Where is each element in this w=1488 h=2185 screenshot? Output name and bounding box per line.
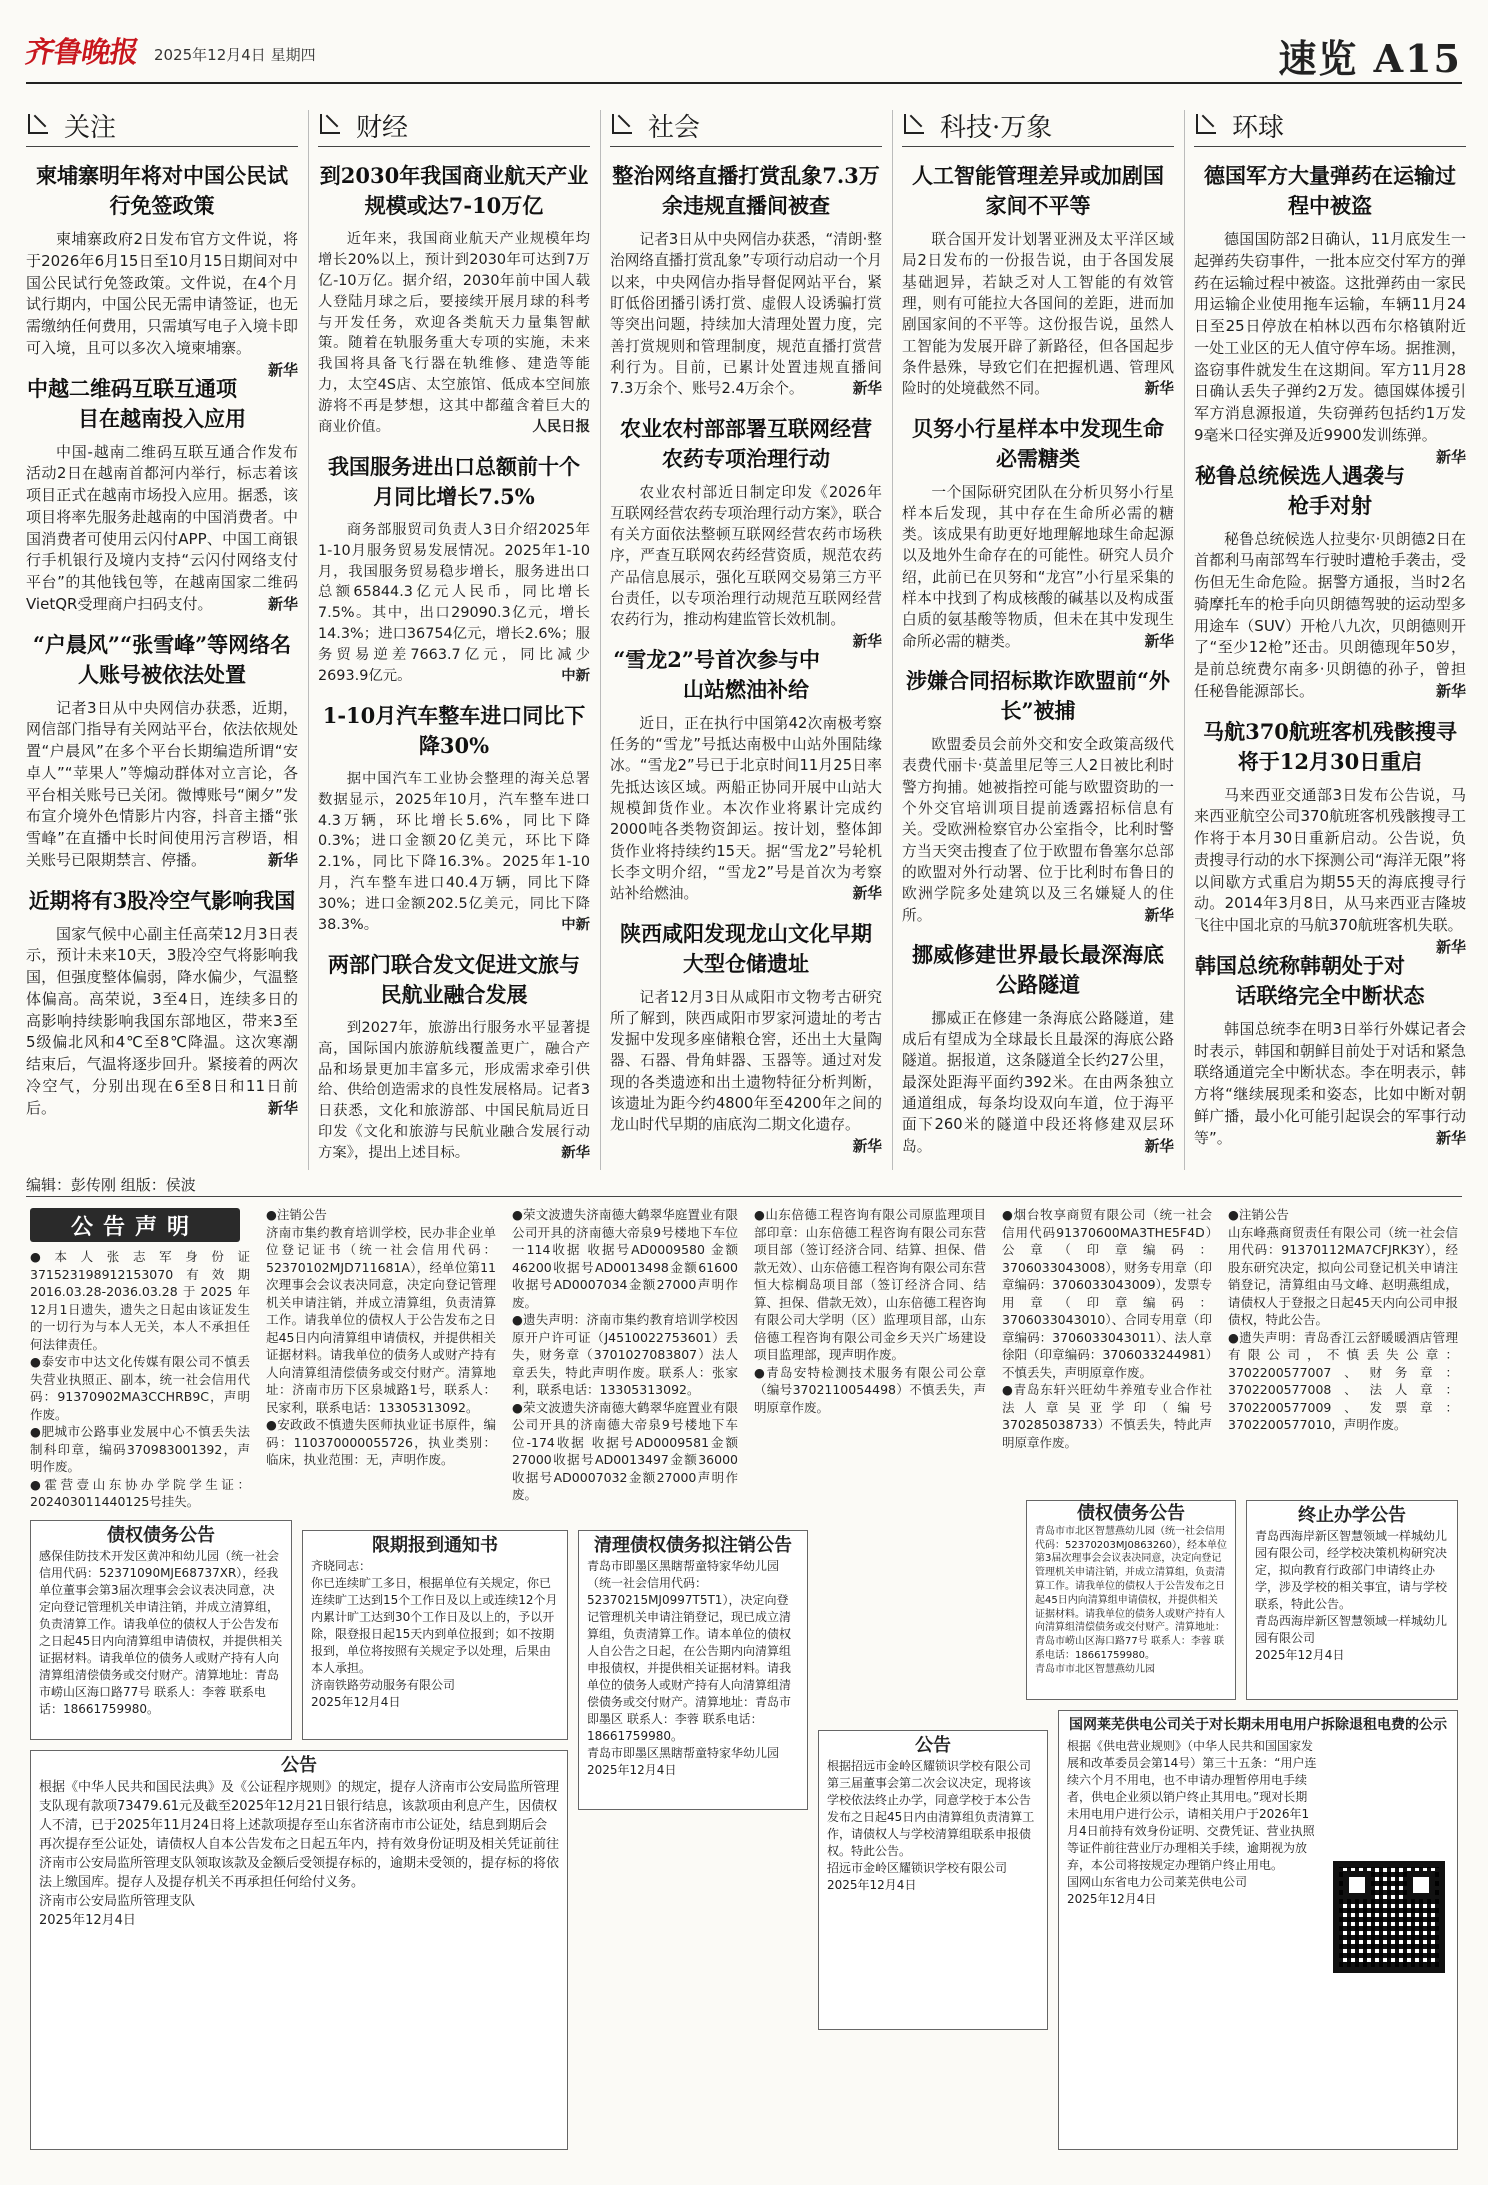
article-source: 新华: [1435, 937, 1466, 956]
article-text: 中国-越南二维码互联互通合作发布活动2日在越南首都河内举行，标志着该项目正式在越南市场投入应用。据悉，该项目将率先服务赴越南的中国消费者。中国消费者可使用云闪付APP、中国工商银行手机银行及境内支持“云闪付网络支付平台”的其他钱包等，在越南国家二维码VietQR受理商户扫码支付。: [26, 442, 298, 613]
notice-box-creditor-1: [30, 1520, 292, 1740]
article-source: 新华: [1144, 632, 1174, 650]
article-source: 中新: [561, 916, 590, 933]
article-text: 韩国总统李在明3日举行外媒记者会时表示，韩国和朝鲜目前处于对话和紧急联络通道完全中断状态。李在明表示，韩方将“继续展现柔和姿态，比如中断对朝鲜广播，最小化可能引起误会的军事行动等”。: [1194, 1019, 1466, 1147]
article-body: [610, 713, 882, 905]
column-divider: [308, 110, 309, 1170]
article-headline[interactable]: 到2030年我国商业航天产业规模或达7-10万亿: [319, 163, 589, 218]
article-source: 新华: [1435, 1128, 1466, 1147]
article-headline[interactable]: 两部门联合发文促进文旅与民航业融合发展: [328, 951, 580, 1007]
notice-box-power: [1058, 1710, 1458, 2150]
article: [26, 886, 298, 1120]
article-text: 近年来，我国商业航天产业规模年均增长20%以上，预计到2030年可达到7万亿-10万亿。据介绍，2030年前中国人载人登陆月球之后，要接续开展月球的科考与开发任务，欢迎各类航天力量集智献策。随着在轨服务重大专项的实施，未来我国将具备飞行器在轨维修、建造等能力，太空4S店、太空旅馆、低成本空间旅游将不再是梦想，这其中都蕴含着巨大的商业价值。: [318, 231, 590, 435]
article-headline[interactable]: 中越二维码互联互通项目在越南投入应用: [26, 375, 246, 431]
notice-box-school: [818, 1730, 1048, 2030]
arrow-icon: [902, 112, 928, 138]
notices-section: [26, 1200, 1462, 2160]
article-body: [318, 1018, 590, 1164]
article-source: 新华: [267, 594, 298, 613]
article-body: [1194, 1019, 1466, 1150]
article-body: [1194, 229, 1466, 466]
article-text: 近日，正在执行中国第42次南极考察任务的“雪龙”号抵达南极中山站外围陆缘冰。“雪龙2”号已于北京时间11月25日率先抵达该区域。两船正协同开展中山站大规模卸货作业。本次作业将累计完成约2000吨各类物资卸运。按计划，整体卸货作业将持续约15天。据“雪龙2”号轮机长李文明介绍，“雪龙2”号是首次为考察站补给燃油。: [610, 714, 882, 903]
notice-box-title: 债权债务公告: [1077, 1503, 1185, 1524]
article-source: 新华: [1435, 447, 1466, 466]
masthead: [22, 22, 1462, 82]
article-body: [26, 698, 298, 872]
article: [902, 161, 1174, 400]
article: [610, 414, 882, 650]
column-heading: [318, 104, 590, 147]
top-rule: [26, 82, 1462, 84]
article-body: [318, 229, 590, 438]
article: [902, 414, 1174, 653]
article-body: [1194, 785, 1466, 956]
article-text: 德国国防部2日确认，11月底发生一起弹药失窃事件，一批本应交付军方的弹药在运输过程中被盗。这批弹药由一家民用运输企业使用拖车运输，车辆11月24日至25日停放在柏林以西布尔格镇附近一处工业区的无人值守停车场。据推测，盗窃事件就发生在这期间。军方11月28日确认丢失子弹约2万发。德国媒体援引军方消息源报道，失窃弹药包括约1万发9毫米口径实弹及近9900发训练弹。: [1194, 230, 1466, 444]
article: [610, 919, 882, 1155]
column-heading-label: 关注: [64, 112, 117, 143]
notice-box-body: 根据《供电营业规则》（中华人民共和国国家发展和改革委员会第14号）第三十五条：“用户连续六个月不用电，也不申请办理暂停用电手续者，供电企业须以销户终止其用电。”现对长期未用电用户进行公示，请相关用户于2026年1月4日前持有效身份证明、交费凭证、营业执照等证件前往营业厅办理相关手续，逾期视为放弃，本公司将按规定办理销户终止用电。 国网山东省电力公司莱芜供电公司 2025年12月4日: [1067, 1739, 1317, 1906]
arrow-icon: [610, 112, 636, 138]
article-source: 新华: [561, 1145, 590, 1161]
article-body: [610, 482, 882, 650]
article-body: [1194, 529, 1466, 703]
notice-column-5: ●烟台牧享商贸有限公司（统一社会信用代码91370600MA3THE5F4D）公章（印章编码：3706033043008），财务专用章（印章编码：3706033043009），发票专用章（印章编码：3706033043010）、合同专用章（印章编码：3706033043011）、法人章徐阳（印章编码：3706033244981）不慎丢失，声明原章作废。 ●青岛东轩兴旺幼牛养殖专业合作社法人章吴亚学印（编号370285038733）不慎丢失，特此声明原章作废。: [1002, 1207, 1212, 1450]
article-source: 新华: [267, 1098, 298, 1117]
article-headline[interactable]: 韩国总统称韩朝处于对话联络完全中断状态: [1194, 952, 1425, 1008]
column-heading: [26, 104, 298, 147]
column-divider: [1184, 110, 1185, 1170]
notice-box-body: 青岛市市北区智慧燕幼儿园（统一社会信用代码：52370203MJ0863260），经本单位第3届次理事会会议表决同意，决定向登记管理机关申请注销，并成立清算组，负责清算工作。请我单位的债权人于公告发布之日起45日内向清算组申请债权，并提供相关证据材料。请我单位的债务人或财产持有人向清算组清偿债务或交付财产。清算地址：青岛市崂山区海口路77号 联系人：李蓉 联系电话：18661759980。 青岛市市北区智慧燕幼儿园: [1035, 1525, 1228, 1675]
editor-line: 编辑：彭传刚 组版：侯波: [26, 1176, 196, 1194]
article-headline[interactable]: 近期将有3股冷空气影响我国: [28, 887, 296, 913]
article-source: 新华: [852, 1137, 882, 1155]
article-headline[interactable]: 我国服务进出口总额前十个月同比增长7.5%: [328, 453, 580, 509]
section-rule: [26, 1196, 1462, 1197]
article-body: [610, 987, 882, 1155]
notice-column-6: ●注销公告 山东峰燕商贸责任有限公司（统一社会信用代码：913701​12MA7CFJRK3Y），经股东研究决定，拟向公司登记机关申请注销登记，清算组由马文峰、赵明燕组成，请债权人于登报之日起45天内向公司申报债权，特此公告。 ●遗失声明：青岛香江云舒暖暖酒店管理有限公司，不慎丢失公章：3702200577007、财务章：3702200577008、法人章：3702200577009、发票章：3702200577010，声明作废。: [1228, 1207, 1458, 1432]
article-body: [26, 924, 298, 1120]
article-headline[interactable]: 秘鲁总统候选人遇袭与枪手对射: [1194, 462, 1405, 518]
article-text: 联合国开发计划署亚洲及太平洋区域局2日发布的一份报告说，由于各国发展基础迥异，若缺乏对人工智能的有效管理，则有可能拉大各国间的差距，进而加剧国家间的不平等。这份报告说，虽然人工智能为发展开辟了新路径，但各国起步条件悬殊，导致它们在把握机遇、管理风险时的处境截然不同。: [902, 231, 1174, 398]
article-text: 记者3日从中央网信办获悉，近期，网信部门指导有关网站平台，依法依规处置“户晨风”在多个平台长期编造所谓“安卓人”“苹果人”等煽动群体对立言论，各平台相关账号已关闭。微博账号“阑夕”发布宣介境外色情影片内容，抖音主播“张雪峰”在直播中长时间使用污言秽语，相关账号已限期禁言、停播。: [26, 698, 298, 869]
notice-box-body: 青岛西海岸新区智慧领域一样城幼儿园有限公司，经学校决策机构研究决定，拟向教育行政部门申请终止办学，涉及学校的相关事宜，请与学校联系，特此公告。 青岛西海岸新区智慧领域一样城幼儿园有限公司 2025年12月4日: [1255, 1529, 1448, 1662]
news-column: [610, 104, 882, 1157]
article-source: 新华: [267, 360, 298, 379]
article-headline[interactable]: 涉嫌合同招标欺诈欧盟前“外长”被捕: [905, 668, 1171, 723]
article-headline[interactable]: 马航370航班客机残骸搜寻将于12月30日重启: [1203, 718, 1457, 774]
article: [610, 645, 882, 905]
notice-column-3: ●荣文波遗失济南德大鹤翠华庭置业有限公司开具的济南德大帝泉9号楼地下车位一114收据 收据号AD000958​0 金额46200收据号AD0013498金额61600收据号AD0007034金额27000声明作废。 ●遗失声明：济南市集约教育培训学校因原开户许可证（J4510022753601）丢失，财务章（3701027083807）法人章丢失，特此声明作废。联系人：张家利，联系电话：13305313092。 ●荣文波遗失济南德大鹤翠华庭置业有限公司开具的济南德大帝泉9号楼地下车位-174收据 收据号AD0009581金额27000收据号AD0013497金额36000收据号AD0007032金额27000声明作废。: [512, 1207, 738, 1502]
article-text: 农业农村部近日制定印发《2026年互联网经营农药专项治理行动方案》，联合有关方面依法整顿互联网经营农药市场秩序，严查互联网农药经营资质，规范农药产品信息展示，强化互联网交易第三方平台责任，以专项治理行动规范互联网经营农药行为，推动构建监管长效机制。: [610, 483, 882, 629]
article-headline[interactable]: 贝努小行星样本中发现生命必需糖类: [912, 415, 1164, 471]
notice-box-body: 根据招远市金岭区耀锁识学校有限公司第三届董事会第二次会议决定，现将该学校依法终止办学，同意学校于本公告发布之日起45日内由清算组负责清算工作，请债权人与学校清算组联系申报债权。特此公告。 招远市金岭区耀锁识学校有限公司 2025年12月4日: [827, 1759, 1035, 1892]
article-headline[interactable]: 农业农村部部署互联网经营农药专项治理行动: [620, 415, 872, 471]
notices-tab: 公告声明: [30, 1208, 240, 1242]
notice-box-title: 终止办学公告: [1298, 1505, 1406, 1526]
news-column: [1194, 104, 1466, 1149]
article-body: [902, 482, 1174, 653]
article-headline[interactable]: 1-10月汽车整车进口同比下降30%: [322, 702, 586, 758]
article-source: 新华: [1144, 906, 1174, 924]
column-divider: [892, 110, 893, 1170]
notice-box-creditor-2: [1026, 1500, 1236, 1700]
article: [318, 452, 590, 687]
article-body: [26, 229, 298, 379]
article-headline[interactable]: 柬埔寨明年将对中国公民试行免签政策: [36, 163, 288, 218]
notice-box-report-notice: [302, 1530, 568, 1740]
article: [610, 161, 882, 400]
article: [26, 374, 298, 616]
article-headline[interactable]: “雪龙2”号首次参与中山站燃油补给: [613, 646, 820, 702]
notice-box-title: 公告: [281, 1755, 317, 1776]
notice-box-termination: [1246, 1500, 1458, 1700]
notice-box-escrow: [30, 1750, 568, 2150]
article-text: 据中国汽车工业协会整理的海关总署数据显示，2025年10月，汽车整车进口4.3万辆，环比增长5.6%，同比下降0.3%；进口金额20亿美元，环比下降2.1%，同比下降16.3%。2025年1-10月，汽车整车进口40.4万辆，同比下降30%；进口金额202.5亿美元，同比下降38.3%。: [318, 770, 590, 933]
notice-box-title: 限期报到通知书: [372, 1535, 498, 1556]
article-source: 新华: [267, 850, 298, 869]
article-headline[interactable]: 陕西咸阳发现龙山文化早期大型仓储遗址: [620, 920, 872, 976]
notice-box-title: 清理债权债务拟注销公告: [594, 1535, 792, 1556]
column-heading-label: 财经: [356, 112, 409, 143]
article: [26, 630, 298, 872]
column-heading-label: 社会: [648, 112, 701, 143]
article-text: 马来西亚交通部3日发布公告说，马来西亚航空公司370航班客机残骸搜寻工作将于本月30日重新启动。公告说，负责搜寻行动的水下探测公司“海洋无限”将以间歇方式重启为期55天的海底搜寻行动。2014年3月8日，从马来西亚吉隆坡飞往中国北京的马航370航班客机失联。: [1194, 785, 1466, 934]
article-text: 记者3日从中央网信办获悉，“清朗·整治网络直播打赏乱象”专项行动启动一个月以来，中央网信办指导督促网站平台，紧盯低俗团播引诱打赏、虚假人设诱骗打赏等突出问题，持续加大清理处置力度，完善打赏规则和管理制度，规范直播打赏营利行为。目前，已累计处置违规直播间7.3万余个、账号2.4万余个。: [610, 231, 882, 398]
article-source: 新华: [1435, 681, 1466, 700]
article-text: 一个国际研究团队在分析贝努小行星样本后发现，其中存在生命所必需的糖类。该成果有助更好地理解地球生命起源以及地外生命存在的可能性。研究人员介绍，此前已在贝努和“龙宫”小行星采集的样本中找到了构成核酸的碱基以及构成蛋白质的氨基酸等物质，但未在其中发现生命所必需的糖类。: [902, 483, 1174, 650]
article-headline[interactable]: 人工智能管理差异或加剧国家间不平等: [912, 163, 1164, 218]
article-body: [610, 229, 882, 400]
arrow-icon: [1194, 112, 1220, 138]
notice-box-body: 青岛市即墨区黑瞎帮童特家华幼儿园（统一社会信用代码：52370215MJ0997T5T1），决定向登记管理机关申请注销登记，现已成立清算组，负责清算工作。请本单位的债权人自公告之日起，在公告期内向清算组申报债权，并提供相关证据材料。请我单位的债务人或财产持有人向清算组清偿债务或交付财产。清算地址：青岛市即墨区 联系人：李蓉 联系电话：18661759980。 青岛市即墨区黑瞎帮童特家华幼儿园 2025年12月4日: [587, 1559, 792, 1777]
article-source: 新华: [852, 632, 882, 650]
article-text: 到2027年，旅游出行服务水平显著提高，国际国内旅游航线覆盖更广，融合产品和场景更加丰富多元，形成需求牵引供给、供给创造需求的良性发展格局。记者3日获悉，文化和旅游部、中国民航局近日印发《文化和旅游与民航业融合发展行动方案》，提出上述目标。: [318, 1019, 590, 1161]
notice-column-1: ●本人张志军身份证37152319891215307​0有效期2016.03.28-2036.03.28于2025年12月1日遗失，遗失之日起由该证发生的一切行为与本人无关，本人不承担任何法律责任。 ●泰安市中达文化传媒有限公司不慎丢失营业执照正、副本，统一社会信用代码：91370902MA3CCHRB9C，声明作废。 ●肥城市公路事业发展中心不慎丢失法制科印章，编码370983001392，声明作废。 ●霍营壹山东协办学院学生证：202403011440125号挂失。: [30, 1249, 250, 1509]
article-body: [318, 520, 590, 687]
column-heading: [610, 104, 882, 147]
notice-box-body: 根据《中华人民共和国民法典》及《公证程序规则》的规定，提存人济南市公安局监所管理支队现有款项73479.61元及截至2025年12月21日银行结息，该款项由利息产生，因债权人不清，已于2025年11月24日将上述款项提存至山东省济南市市公证处，结息到期后会再次提存至公证处，请债权人自本公告发布之日起五年内，持有效身份证明及相关凭证前往济南市公安局监所管理支队领取该款及金额后受领提存标的，逾期未受领的，提存标的将依法上缴国库。提存人及提存机关不再承担任何给付义务。 济南市公安局监所管理支队 2025年12月4日: [39, 1780, 560, 1928]
article-source: 新华: [1144, 380, 1174, 398]
article-text: 柬埔寨政府2日发布官方文件说，将于2026年6月15日至10月15日期间对中国公民试行免签政策。文件说，在4个月试行期内，中国公民无需申请签证，也无需缴纳任何费用，只需填写电子入境卡即可入境，且可以多次入境柬埔寨。: [26, 230, 298, 357]
notice-box-liquidation: [578, 1530, 808, 1810]
article-source: 中新: [561, 667, 590, 684]
arrow-icon: [26, 112, 52, 138]
qr-code-icon: [1333, 1861, 1445, 1973]
article-headline[interactable]: 德国军方大量弹药在运输过程中被盗: [1204, 163, 1456, 218]
article-body: [902, 1008, 1174, 1157]
article: [318, 701, 590, 936]
article-headline[interactable]: 整治网络直播打赏乱象7.3万余违规直播间被查: [612, 163, 880, 218]
article: [318, 161, 590, 438]
notice-column-4: ●山东倍德工程咨询有限公司原监理项目部印章：山东倍德工程咨询有限公司东营项目部（签订经济合同、结算、担保、借款无效）、山东倍德工程咨询有限公司东营恒大棕榈岛项目部（签订经济合同、结算、担保、借款无效），山东倍德工程咨询有限公司大学明（区）监理项目部，山东倍德工程咨询有限公司金乡天兴广场建设项目监理部，现声明作废。 ●青岛安特检测技术服务有限公司公章（编号3702110054498）不慎丢失，声明原章作废。: [754, 1207, 986, 1415]
news-column: [26, 104, 298, 1119]
column-heading-label: 环球: [1232, 112, 1285, 143]
article-body: [26, 442, 298, 616]
article-source: 新华: [1144, 1137, 1174, 1155]
article-text: 国家气候中心副主任高荣12月3日表示，预计未来10天，3股冷空气将影响我国，但强度整体偏弱，降水偏少，气温整体偏高。高荣说，3至4日，连续多日的高影响持续影响我国东部地区，带来3至5级偏北风和4℃至8℃降温。这次寒潮结束后，气温将逐步回升。紧接着的两次冷空气，分别出现在6至8日和11日前后。: [26, 924, 298, 1117]
article-source: 新华: [852, 380, 882, 398]
article-source: 人民日报: [532, 418, 590, 435]
notice-box-title: 债权债务公告: [107, 1525, 215, 1546]
article: [902, 940, 1174, 1157]
article-text: 记者12月3日从咸阳市文物考古研究所了解到，陕西咸阳市罗家河遗址的考古发掘中发现多座储粮仓窖，还出土大量陶器、石器、骨角蚌器、玉器等。通过对发现的各类遗迹和出土遗物特征分析判断，该遗址为距今约4800年至4200年之间的龙山时代早期的庙底沟二期文化遗存。: [610, 988, 882, 1134]
issue-date: 2025年12月4日 星期四: [154, 46, 316, 64]
notice-box-title: 国网莱芜供电公司关于对长期未用电用户拆除退租电费的公示: [1069, 1717, 1447, 1733]
article-source: 新华: [852, 885, 882, 903]
article: [1194, 717, 1466, 956]
article-text: 秘鲁总统候选人拉斐尔·贝朗德2日在首都利马南部驾车行驶时遭枪手袭击，受伤但无生命危险。据警方通报，当时2名骑摩托车的枪手向贝朗德驾驶的运动型多用途车（SUV）开枪八九次，贝朗德则开了“至少12枪”还击。贝朗德现年50岁，是前总统费尔南多·贝朗德的孙子，曾担任秘鲁能源部长。: [1194, 529, 1466, 700]
article: [1194, 461, 1466, 703]
article-text: 挪威正在修建一条海底公路隧道，建成后有望成为全球最长且最深的海底公路隧道。据报道，这条隧道全长约27公里，最深处距海平面约392米。在由两条独立通道组成，每条均设双向车道，位于海平面下260米的隧道中段还将修建双层环岛。: [902, 1009, 1174, 1155]
article: [318, 950, 590, 1164]
article: [902, 666, 1174, 926]
column-heading: [902, 104, 1174, 147]
article: [1194, 951, 1466, 1150]
article-body: [902, 734, 1174, 926]
notice-column-2: ●注销公告 济南市集约教育培训学校，民办非企业单位登记证书（统一社会信用代码：52370102MJD71168​1A），经单位第11次理事会会议表决同意，决定向登记管理机关申请注销，并成立清算组，负责清算工作。请我单位的债权人于公告发布之日起45日内向清算组申请债权，并提供相关证据材料。请我单位的债务人或财产持有人向清算组清偿债务或交付财产。清算地址：济南市历下区泉城路1号，联系人：民家利，联系电话：13305313092。 ●安政政不慎遗失医师执业证书原件，编码：110370000055726，执业类别：临床，执业范围：无，声明作废。: [266, 1207, 496, 1467]
article-body: [318, 769, 590, 936]
page-section-id: 速览 A15: [1278, 36, 1462, 81]
news-column: [318, 104, 590, 1164]
arrow-icon: [318, 112, 344, 138]
notice-box-body: 感保佳防技术开发区黄冲和幼儿园（统一社会信用代码：52371090MJE68737XR），经我单位董事会第3届次理事会会议表决同意，决定向登记管理机关申请注销，并成立清算组，负责清算工作。请我单位的债权人于公告发布之日起45日内向清算组申请债权，并提供相关证据材料。请我单位的债务人或财产持有人向清算组清偿债务或交付财产。清算地址：青岛市崂山区海口路77号 联系人：李蓉 联系电话：18661759980。: [39, 1549, 283, 1716]
column-divider: [600, 110, 601, 1170]
article: [1194, 161, 1466, 466]
article-headline[interactable]: 挪威修建世界最长最深海底公路隧道: [912, 941, 1164, 997]
article-text: 商务部服贸司负责人3日介绍2025年1-10月服务贸易发展情况。2025年1-10月，我国服务贸易稳步增长，服务进出口总额65844.3亿元人民币，同比增长7.5%。其中，出口29090.3亿元，增长14.3%；进口36754亿元，增长2.6%；服务贸易逆差7663.7亿元，同比减少2693.9亿元。: [318, 521, 590, 684]
news-column: [902, 104, 1174, 1157]
newspaper-logo: 齐鲁晚报: [22, 35, 141, 69]
column-heading: [1194, 104, 1466, 147]
notice-box-body: 齐晓同志： 你已连续旷工多日，根据单位有关规定，你已连续旷工达到15个工作日及以上或连续12个月内累计旷工达到30个工作日及以上的，予以开除，限登报日起15天内到单位报到；如不按期报到，单位将按照有关规定予以处理，后果由本人承担。 济南铁路劳动服务有限公司 2025年12月4日: [311, 1559, 558, 1709]
article: [26, 161, 298, 379]
notice-box-title: 公告: [915, 1735, 951, 1756]
article-body: [902, 229, 1174, 400]
article-headline[interactable]: “户晨风”“张雪峰”等网络名人账号被依法处置: [32, 631, 292, 687]
column-heading-label: 科技·万象: [940, 112, 1053, 143]
article-text: 欧盟委员会前外交和安全政策高级代表费代丽卡·莫盖里尼等三人2日被比利时警方拘捕。她被指控可能与欧盟资助的一个外交官培训项目提前透露招标信息有关。受欧洲检察官办公室指令，比利时警方当天突击搜查了位于欧盟布鲁塞尔总部的欧盟对外行动署、位于比利时布鲁日的欧洲学院多处建筑以及三名嫌疑人的住所。: [902, 736, 1174, 924]
